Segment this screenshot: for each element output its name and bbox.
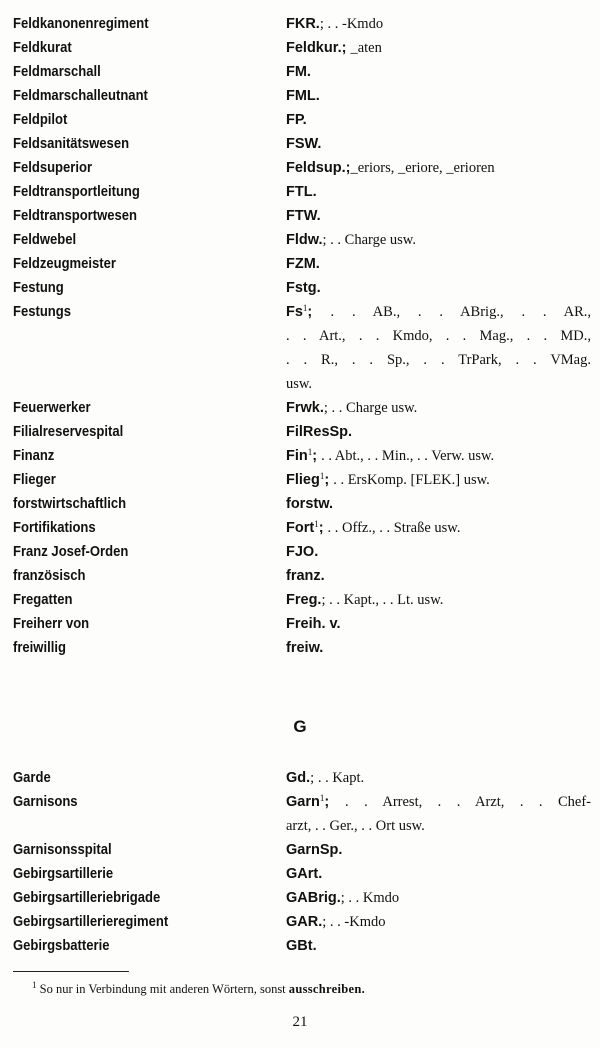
abbreviation-line — [286, 838, 591, 862]
variant-text: arzt, . . Ger., . . Ort usw. — [286, 818, 425, 834]
variant-text: . . ErsKomp. [FLEK.] usw. — [333, 472, 490, 488]
entry-abbreviation — [286, 766, 591, 790]
entry-term: Garde — [13, 770, 51, 786]
entry-term: Fortifikations — [13, 520, 96, 536]
abbreviation-line — [286, 372, 591, 396]
abbreviation-text: ; — [318, 520, 328, 536]
section-heading-g: G — [293, 717, 307, 736]
entry-abbreviation — [286, 36, 591, 60]
entry-abbreviation — [286, 910, 591, 934]
entry-abbreviation — [286, 228, 591, 252]
footnote-reference: 1 — [307, 447, 313, 457]
entry-term: Feldsanitätswesen — [13, 136, 130, 152]
entry-abbreviation — [286, 276, 591, 300]
abbreviation-line — [286, 228, 591, 252]
abbreviation-line — [286, 84, 591, 108]
entry-term: Freiherr von — [13, 616, 90, 632]
entry-term: Flieger — [13, 472, 56, 488]
abbreviation-text: forstw. — [286, 496, 333, 512]
abbreviation-text: FML. — [286, 88, 320, 104]
abbreviation-line — [286, 348, 591, 372]
abbreviation-line — [286, 468, 591, 492]
abbreviation-text: Fs — [286, 304, 303, 320]
variant-text: ; . . Charge usw. — [322, 232, 416, 248]
entry-abbreviation — [286, 60, 591, 84]
footnote — [32, 982, 365, 997]
abbreviation-line — [286, 324, 591, 348]
entry-term: Feldtransportleitung — [13, 184, 140, 200]
abbreviation-text: GAR. — [286, 914, 323, 930]
variant-text: ; . . -Kmdo — [322, 914, 386, 930]
abbreviation-line — [286, 516, 591, 540]
abbreviation-line — [286, 12, 591, 36]
abbreviation-line — [286, 396, 591, 420]
abbreviation-text: Freg. — [286, 592, 322, 608]
footnote-reference: 1 — [314, 519, 319, 529]
abbreviation-text: GarnSp. — [286, 842, 343, 858]
entry-term: Feldmarschall — [13, 64, 101, 80]
abbreviation-text: FTW. — [286, 208, 321, 224]
abbreviation-line — [286, 252, 591, 276]
abbreviation-line — [286, 276, 591, 300]
abbreviation-text: ; — [341, 40, 351, 56]
variant-text: ; . . Kapt. — [310, 770, 365, 786]
variant-text: ; . . Charge usw. — [323, 400, 418, 416]
footnote-reference: 1 — [319, 471, 325, 481]
footnote-reference: 1 — [302, 303, 308, 313]
abbreviation-line — [286, 862, 591, 886]
abbreviation-text: ; — [312, 448, 322, 464]
entry-term: Garnisonsspital — [13, 842, 112, 858]
abbreviation-line — [286, 108, 591, 132]
abbreviation-text: Frwk. — [286, 400, 324, 416]
variant-text: usw. — [286, 376, 313, 392]
variant-text: . . AB., . . ABrig., . . AR., — [330, 304, 591, 320]
entry-term: Fregatten — [13, 592, 73, 608]
abbreviation-text: FJO. — [286, 544, 319, 560]
variant-text: . . TrPark, — [423, 352, 516, 368]
abbreviation-line — [286, 492, 591, 516]
entry-abbreviation — [286, 862, 591, 886]
entry-term: französisch — [13, 568, 86, 584]
abbreviation-text: ; — [307, 304, 331, 320]
entry-abbreviation — [286, 12, 591, 36]
variant-text: _eriors, _eriore, _erioren — [350, 160, 495, 176]
entry-abbreviation — [286, 564, 591, 588]
abbreviation-text: freiw. — [286, 640, 324, 656]
abbreviation-text: FM. — [286, 64, 311, 80]
entry-abbreviation — [286, 492, 591, 516]
abbreviation-text: Fstg. — [286, 280, 321, 296]
entry-term: Feldwebel — [13, 232, 77, 248]
entry-abbreviation — [286, 252, 591, 276]
entry-term: Feldsuperior — [13, 160, 93, 176]
entry-term: Gebirgsartilleriebrigade — [13, 890, 161, 906]
abbreviation-text: Fldw. — [286, 232, 323, 248]
abbreviation-line — [286, 156, 591, 180]
abbreviation-text: ; — [324, 472, 334, 488]
abbreviation-line — [286, 588, 591, 612]
entry-abbreviation — [286, 540, 591, 564]
entry-term: Feuerwerker — [13, 400, 91, 416]
abbreviation-line — [286, 540, 591, 564]
entry-abbreviation — [286, 84, 591, 108]
variant-text: . . Arrest, . . Arzt, . . Chef- — [345, 794, 592, 810]
variant-text: . . R., . . Sp., — [286, 352, 424, 368]
abbreviation-text: Feldsup. — [286, 160, 346, 176]
entry-abbreviation — [286, 204, 591, 228]
entry-abbreviation — [286, 300, 591, 396]
variant-text: . . Abt., . . Min., . . Verw. usw. — [321, 448, 495, 464]
entry-term: Festungs — [13, 304, 72, 320]
abbreviation-line — [286, 60, 591, 84]
variant-text: _aten — [350, 40, 382, 56]
abbreviation-text: FilResSp. — [286, 424, 353, 440]
abbreviation-text: ; — [324, 794, 346, 810]
entry-abbreviation — [286, 420, 591, 444]
abbreviation-line — [286, 612, 591, 636]
footnote-reference: 1 — [319, 793, 325, 803]
entry-term: Feldpilot — [13, 112, 68, 128]
variant-text: ; . . Kmdo — [340, 890, 400, 906]
entry-abbreviation — [286, 180, 591, 204]
abbreviation-text: Fin — [286, 448, 308, 464]
footnote-marker: 1 — [32, 980, 37, 990]
entry-abbreviation — [286, 108, 591, 132]
abbreviation-text: FZM. — [286, 256, 320, 272]
abbreviation-text: GArt. — [286, 866, 323, 882]
footnote-divider — [13, 971, 129, 972]
entry-term: Finanz — [13, 448, 55, 464]
entry-abbreviation — [286, 636, 591, 660]
abbreviation-text: Gd. — [286, 770, 311, 786]
abbreviation-text: Garn — [286, 794, 320, 810]
entry-term: Feldmarschalleutnant — [13, 88, 148, 104]
abbreviation-line — [286, 300, 591, 324]
entry-abbreviation — [286, 444, 591, 468]
entry-abbreviation — [286, 886, 591, 910]
abbreviation-line — [286, 564, 591, 588]
abbreviation-line — [286, 766, 591, 790]
page-number: 21 — [292, 1014, 308, 1030]
entry-term: Feldzeugmeister — [13, 256, 116, 272]
variant-text: ; . . Kapt., . . Lt. usw. — [321, 592, 444, 608]
abbreviation-text: GABrig. — [286, 890, 341, 906]
entry-term: Feldkanonenregiment — [13, 16, 149, 32]
entry-term: Gebirgsartillerie — [13, 866, 114, 882]
entry-abbreviation — [286, 468, 591, 492]
abbreviation-text: Fort — [286, 520, 315, 536]
abbreviation-text: FP. — [286, 112, 307, 128]
abbreviation-line — [286, 636, 591, 660]
entry-abbreviation — [286, 838, 591, 862]
abbreviation-text: Freih. v. — [286, 616, 341, 632]
abbreviation-line — [286, 886, 591, 910]
abbreviation-line — [286, 910, 591, 934]
entry-term: forstwirtschaftlich — [13, 496, 127, 512]
abbreviation-line — [286, 934, 591, 958]
abbreviation-text: ; — [345, 160, 351, 176]
abbreviation-text: Flieg — [286, 472, 320, 488]
abbreviation-text: Feldkur. — [286, 40, 342, 56]
entry-term: Garnisons — [13, 794, 78, 810]
entry-abbreviation — [286, 396, 591, 420]
entry-abbreviation — [286, 516, 591, 540]
entry-abbreviation — [286, 132, 591, 156]
abbreviation-line — [286, 420, 591, 444]
abbreviation-text: franz. — [286, 568, 325, 584]
variant-text: . . Art., . . Kmdo, . . Mag., . . MD., — [286, 328, 591, 344]
abbreviation-text: GBt. — [286, 938, 317, 954]
entry-term: Festung — [13, 280, 64, 296]
footnote-text: So nur in Verbindung mit anderen Wörtern, sonst — [39, 982, 289, 996]
entry-abbreviation — [286, 588, 591, 612]
abbreviation-line — [286, 444, 591, 468]
entry-abbreviation — [286, 612, 591, 636]
entry-term: Feldtransportwesen — [13, 208, 138, 224]
abbreviation-text: FKR. — [286, 16, 320, 32]
entry-term: Gebirgsartillerieregiment — [13, 914, 169, 930]
entry-term: Feldkurat — [13, 40, 72, 56]
entry-term: Filialreservespital — [13, 424, 124, 440]
entry-term: Gebirgsbatterie — [13, 938, 110, 954]
abbreviation-line — [286, 814, 591, 838]
entry-term: Franz Josef-Orden — [13, 544, 129, 560]
entry-abbreviation — [286, 156, 591, 180]
entry-abbreviation — [286, 934, 591, 958]
abbreviation-line — [286, 132, 591, 156]
variant-text: . . Offz., . . Straße usw. — [327, 520, 461, 536]
entry-abbreviation — [286, 790, 591, 838]
variant-text: . . VMag. — [515, 352, 591, 368]
entry-term: freiwillig — [13, 640, 66, 656]
abbreviation-line — [286, 36, 591, 60]
footnote-emphasis: ausschreiben. — [288, 982, 366, 996]
abbreviation-line — [286, 180, 591, 204]
abbreviation-line — [286, 790, 591, 814]
abbreviation-text: FTL. — [286, 184, 317, 200]
abbreviation-line — [286, 204, 591, 228]
variant-text: ; . . -Kmdo — [319, 16, 384, 32]
abbreviation-text: FSW. — [286, 136, 322, 152]
